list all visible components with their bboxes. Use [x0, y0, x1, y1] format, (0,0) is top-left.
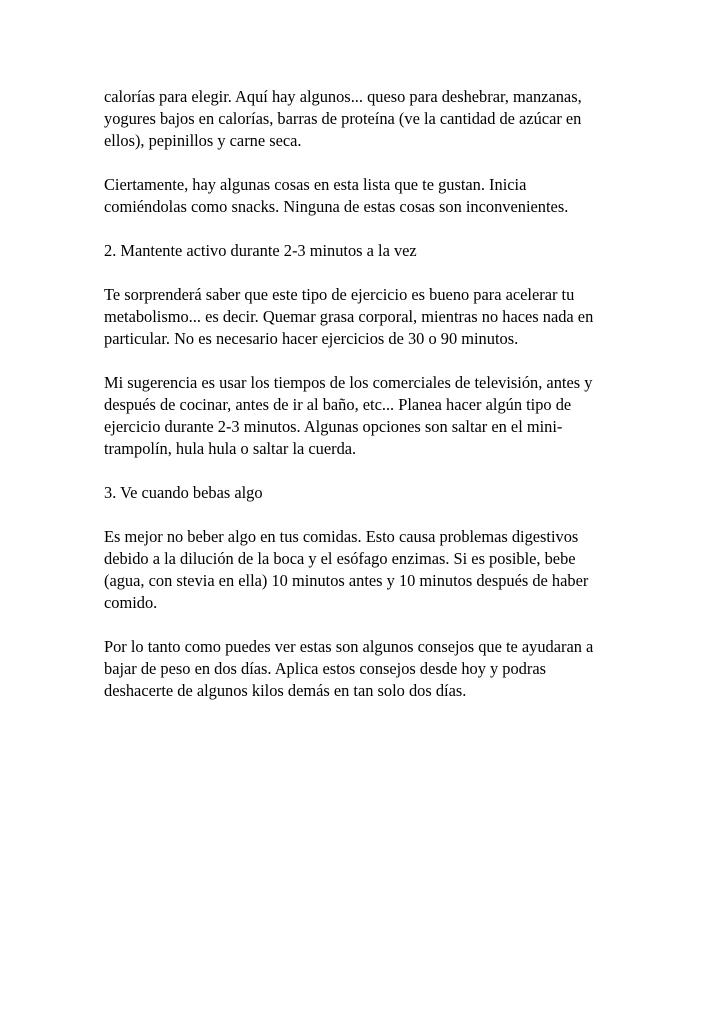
section-heading-2	[104, 240, 624, 262]
text-line: Te sorprenderá saber que este tipo de ejercicio es bueno para acelerar tu	[104, 285, 575, 304]
text-line: Mi sugerencia es usar los tiempos de los comerciales de televisión, antes y	[104, 373, 593, 392]
document-body	[104, 86, 624, 702]
text-line: particular. No es necesario hacer ejercicios de 30 o 90 minutos.	[104, 329, 519, 348]
text-line: después de cocinar, antes de ir al baño, etc... Planea hacer algún tipo de	[104, 395, 572, 414]
text-line: Es mejor no beber algo en tus comidas. Esto causa problemas digestivos	[104, 527, 579, 546]
paragraph-6	[104, 636, 624, 702]
text-line: yogures bajos en calorías, barras de proteína (ve la cantidad de azúcar en	[104, 109, 582, 128]
section-heading-text: 3. Ve cuando bebas algo	[104, 483, 263, 502]
text-line: trampolín, hula hula o saltar la cuerda.	[104, 439, 357, 458]
section-heading-text: 2. Mantente activo durante 2-3 minutos a la vez	[104, 241, 417, 260]
text-line: debido a la dilución de la boca y el esófago enzimas. Si es posible, bebe	[104, 549, 576, 568]
text-line: metabolismo... es decir. Quemar grasa corporal, mientras no haces nada en	[104, 307, 594, 326]
paragraph-2	[104, 174, 624, 218]
text-line: deshacerte de algunos kilos demás en tan solo dos días.	[104, 681, 467, 700]
text-line: calorías para elegir. Aquí hay algunos... queso para deshebrar, manzanas,	[104, 87, 582, 106]
paragraph-spacer	[104, 218, 624, 240]
paragraph-spacer	[104, 350, 624, 372]
text-line: ellos), pepinillos y carne seca.	[104, 131, 302, 150]
text-line: Por lo tanto como puedes ver estas son algunos consejos que te ayudaran a	[104, 637, 594, 656]
paragraph-1	[104, 86, 624, 152]
text-line: ejercicio durante 2-3 minutos. Algunas opciones son saltar en el mini-	[104, 417, 563, 436]
paragraph-spacer	[104, 614, 624, 636]
paragraph-5	[104, 526, 624, 614]
text-line: comiéndolas como snacks. Ninguna de estas cosas son inconvenientes.	[104, 197, 569, 216]
text-line: bajar de peso en dos días. Aplica estos consejos desde hoy y podras	[104, 659, 546, 678]
text-line: Ciertamente, hay algunas cosas en esta lista que te gustan. Inicia	[104, 175, 527, 194]
text-line: comido.	[104, 593, 158, 612]
paragraph-spacer	[104, 262, 624, 284]
paragraph-4	[104, 372, 624, 460]
paragraph-3	[104, 284, 624, 350]
paragraph-spacer	[104, 504, 624, 526]
paragraph-spacer	[104, 460, 624, 482]
section-heading-3	[104, 482, 624, 504]
text-line: (agua, con stevia en ella) 10 minutos antes y 10 minutos después de haber	[104, 571, 589, 590]
paragraph-spacer	[104, 152, 624, 174]
